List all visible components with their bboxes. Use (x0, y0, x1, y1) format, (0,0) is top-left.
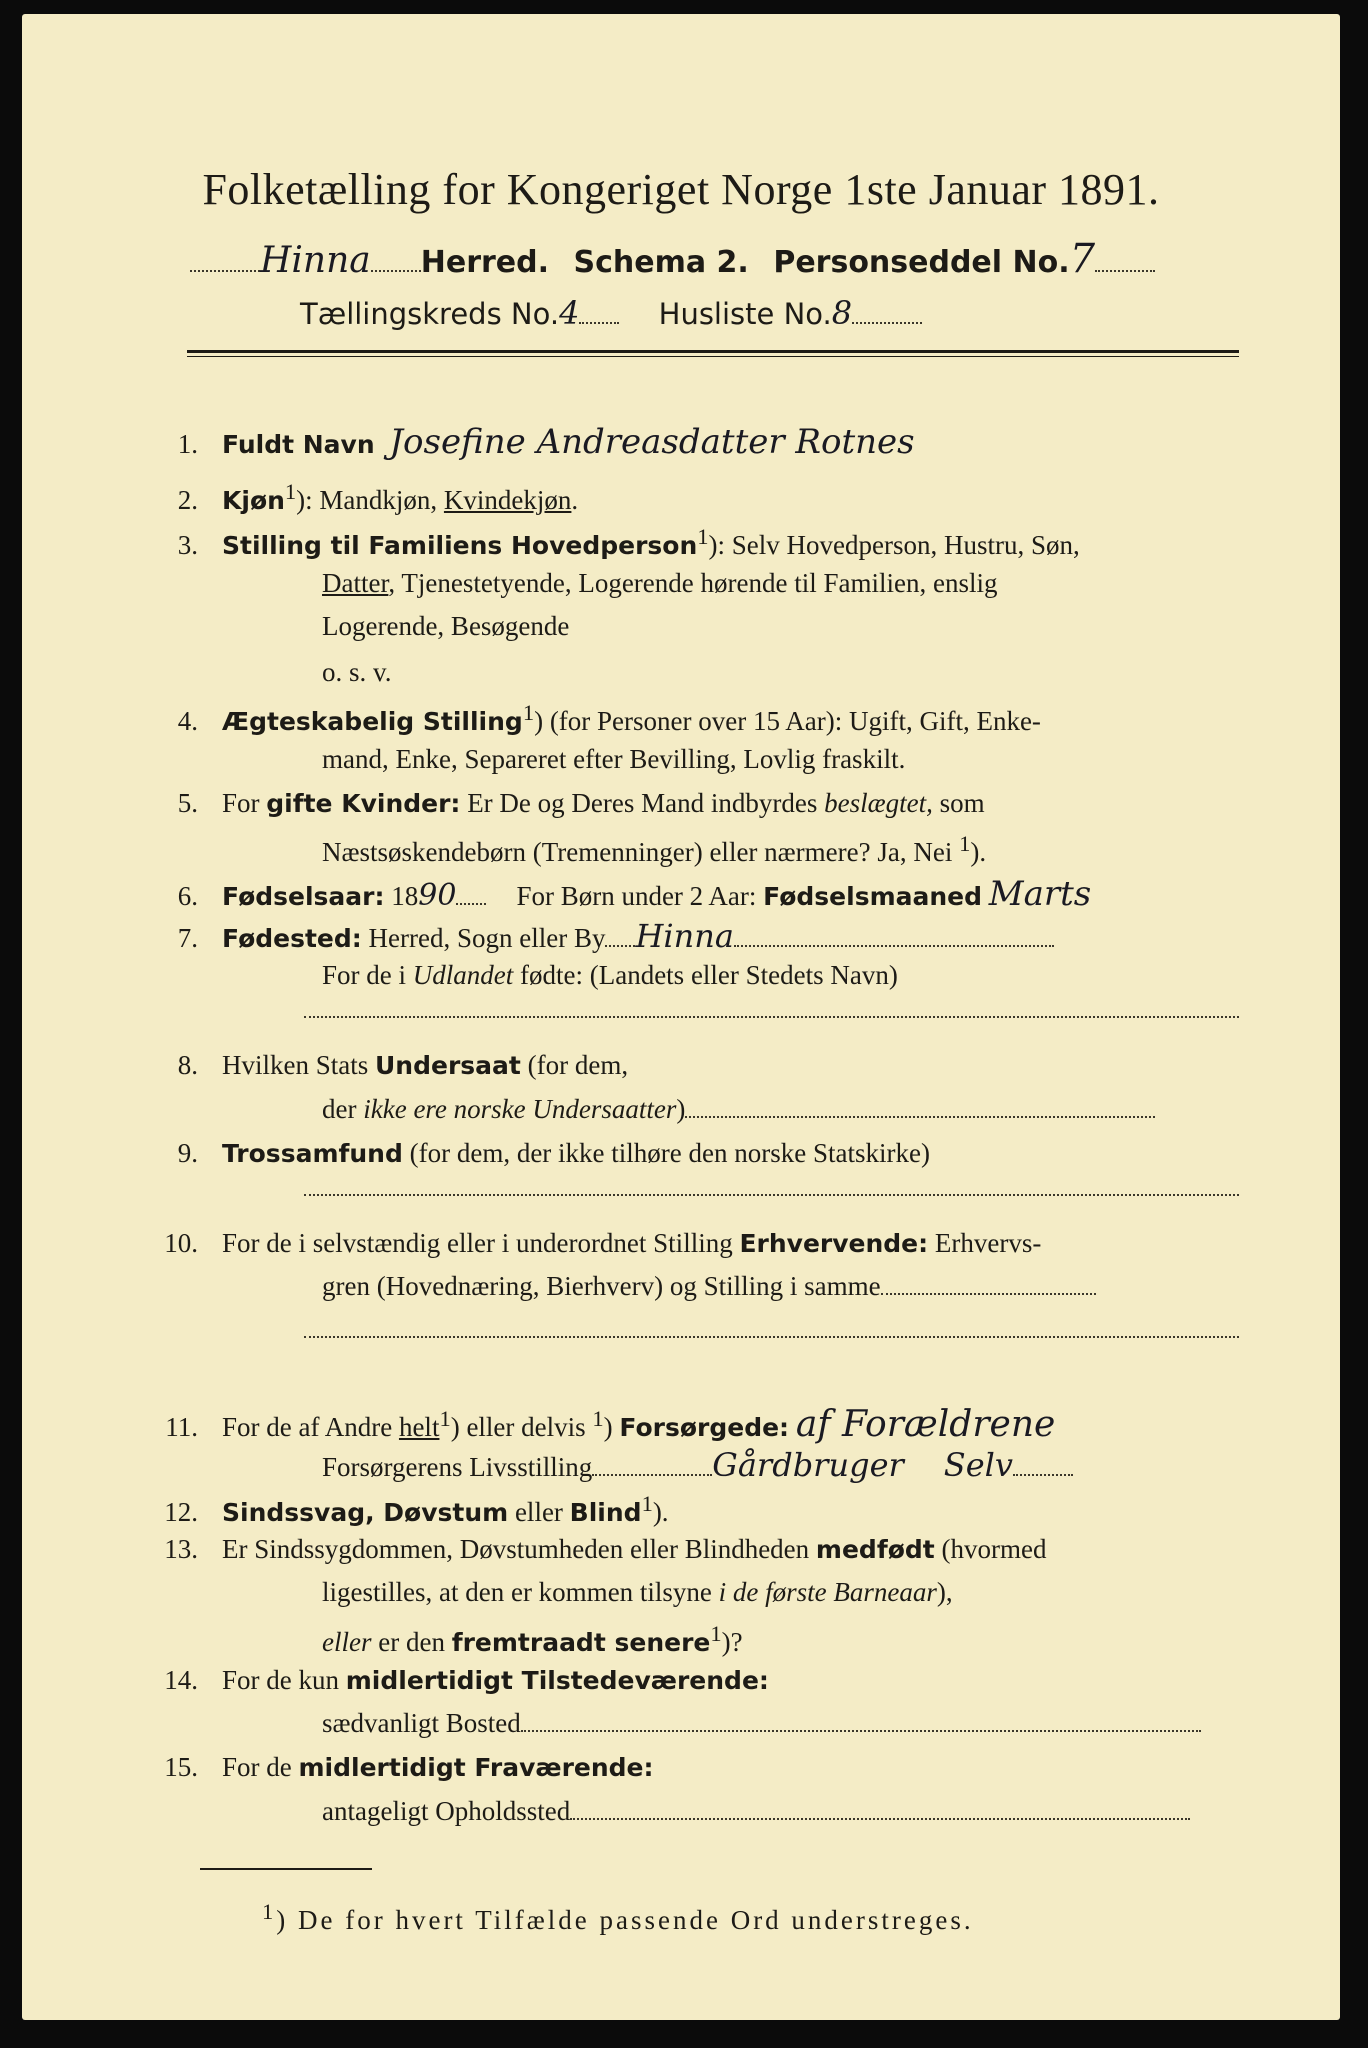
census-form: Folketælling for Kongeriget Norge 1ste Januar 1891. Hinna Herred. Schema 2. Personseddel No.7 Tællingskreds No.4 Husliste No.8 1. Fuldt Navn Josefine Andreasdatter Rotnes 2. Kjøn$^1$): Mandkjøn, Kvindekjøn. 3. Stilling til Familiens Hovedperson$^1$): Selv Hovedperson, Hustru, Søn, Datter, Tjenestetyende, Logerende hørende til Familien, enslig Logerende, Besøgende o. s. v. 4. Ægteskabelig Stilling$^1$) (for Personer over 15 Aar): Ugift, Gift, Enke- mand, Enke, Separeret efter Bevilling, Lovlig fraskilt. 5. For gifte Kvinder: Er De og Deres Mand indbyrdes beslægtet, som Næstsøskendebørn (Tremenninger) eller nærmere? Ja, Nei $^1$). 6. Fødselsaar: 1890 For Børn under 2 Aar: Fødselsmaaned Marts 7. Fødested: Herred, Sogn eller By Hinna For de i Udlandet fødte: (Landets eller Stedets Navn) 8. Hvilken Stats Undersaat (for dem, der ikke ere norske Undersaatter) 9. Trossamfund (for dem, der ikke tilhøre den norske Statskirke) 10. For de i selvstændig eller i underordnet Stilling Erhvervende: Erhvervs- gren (Hovednæring, Bierhverv) og Stilling i samme 11. For de af Andre helt$^1$) eller delvis $^1$) Forsørgede: af Forældrene Forsørgerens Livsstilling Gårdbruger Selv 12. Sindssvag, Døvstum eller Blind$^1$). 13. Er Sindssygdommen, Døvstumheden eller Blindheden medfødt (hvormed ligestilles, at den er kommen tilsyne i de første Barneaar), eller er den fremtraadt senere$^1$)? 14. For de kun midlertidigt Tilstedeværende: sædvanligt Bosted 15. For de midlertidigt Fraværende: antageligt Opholdssted $^1$) De for hvert Tilfælde passende Ord understreges. (22, 14, 1340, 2020)
header-rule-thin (187, 356, 1239, 357)
personseddel-number: 7 (1069, 236, 1096, 282)
question-9: 9. Trossamfund (for dem, der ikke tilhøre den norske Statskirke) (177, 1138, 930, 1168)
husliste-label: Husliste No. (658, 297, 832, 331)
herred-label: Herred. (420, 245, 550, 280)
kreds-label: Tællingskreds No. (300, 297, 560, 331)
gender-selected: Kvindekjøn (443, 485, 572, 515)
full-name-label: Fuldt Navn (222, 430, 375, 459)
provider-occupation-value: Gårdbruger (712, 1446, 904, 1484)
footnote: $^1$) De for hvert Tilfælde passende Ord understreges. (262, 1899, 974, 1935)
form-title: Folketælling for Kongeriget Norge 1ste Januar 1891. (202, 165, 1160, 214)
kreds-line (300, 294, 922, 332)
question-5: 5. For gifte Kvinder: Er De og Deres Mand indbyrdes beslægtet, som (177, 788, 985, 818)
question-1: 1. Fuldt Navn Josefine Andreasdatter Rotnes (177, 422, 915, 462)
question-7: 7. Fødested: Herred, Sogn eller By Hinna (142, 917, 1054, 955)
herred-value: Hinna (260, 240, 371, 281)
header-rule (187, 350, 1239, 353)
dotted-line (304, 1016, 1239, 1018)
husliste-number: 8 (831, 294, 853, 332)
question-12: 12. Sindssvag, Døvstum eller Blind$^1$). (164, 1491, 669, 1527)
question-3: 3. Stilling til Familiens Hovedperson$^1$): Selv Hovedperson, Hustru, Søn, (177, 524, 1080, 560)
kreds-number: 4 (559, 294, 580, 332)
dotted-line (304, 1336, 1239, 1338)
birth-month-value: Marts (988, 874, 1092, 914)
herred-line (190, 236, 1155, 282)
question-4: 4. Ægteskabelig Stilling$^1$) (for Personer over 15 Aar): Ugift, Gift, Enke- (177, 700, 1041, 736)
birthplace-value: Hinna (635, 917, 734, 955)
birth-year-value: 90 (418, 878, 457, 913)
question-6: 6. Fødselsaar: 1890 For Børn under 2 Aar: Fødselsmaaned Marts (177, 874, 1092, 914)
question-15: 15. For de midlertidigt Fraværende: (164, 1752, 654, 1782)
schema-label: Schema 2. (573, 245, 749, 280)
question-14: 14. For de kun midlertidigt Tilstedeværende: (164, 1665, 769, 1695)
footnote-rule (200, 1868, 372, 1870)
provider-self-value: Selv (943, 1446, 1013, 1484)
question-8: 8. Hvilken Stats Undersaat (for dem, (177, 1050, 629, 1080)
dotted-line (304, 1194, 1239, 1196)
question-2: 2. Kjøn$^1$): Mandkjøn, Kvindekjøn. (177, 479, 579, 515)
full-name-value: Josefine Andreasdatter Rotnes (389, 422, 915, 462)
provider-value: af Forældrene (795, 1404, 1056, 1445)
personseddel-label: Personseddel No. (773, 245, 1070, 280)
question-11: 11. For de af Andre helt$^1$) eller delvis $^1$) Forsørgede: af Forældrene (165, 1404, 1056, 1445)
question-10: 10. For de i selvstændig eller i underordnet Stilling Erhvervende: Erhvervs- (164, 1228, 1042, 1258)
relation-selected: Datter (322, 568, 389, 598)
question-13: 13. Er Sindssygdommen, Døvstumheden eller Blindheden medfødt (hvormed (164, 1534, 1047, 1564)
